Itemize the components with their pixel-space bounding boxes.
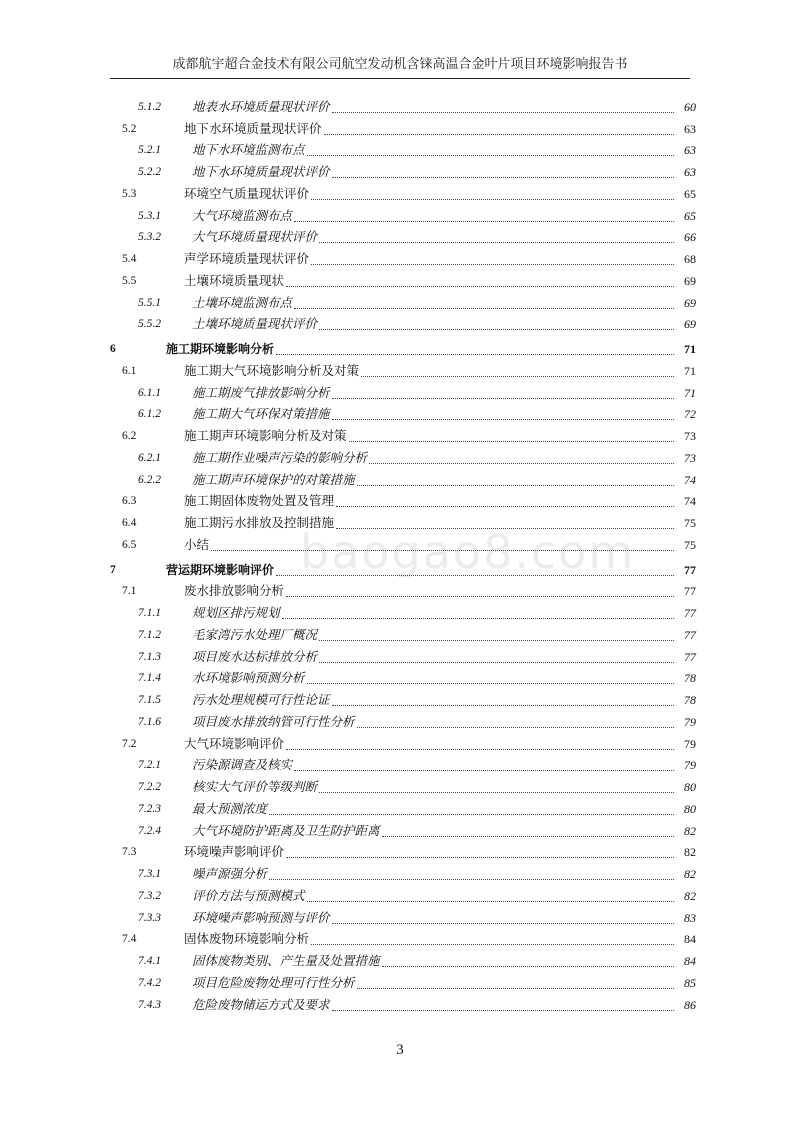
toc-entry-number: 6 [110,343,116,356]
toc-entry-number: 7.2.3 [138,802,161,815]
toc-entry[interactable] [110,140,696,162]
toc-entry-title: 施工期固体废物处置及管理 [184,493,335,509]
toc-entry-page: 78 [684,671,696,686]
header-title: 成都航宇超合金技术有限公司航空发动机含铼高温合金叶片项目环境影响报告书 [172,57,628,72]
toc-entry-number: 6.5 [122,538,137,551]
toc-entry-title: 大气环境防护距离及卫生防护距离 [192,822,380,838]
toc-entry-title: 固体废物类别、产生量及处置措施 [192,953,380,969]
toc-entry[interactable] [110,292,696,314]
toc-entry-page: 74 [684,494,696,509]
toc-entry[interactable] [110,994,696,1016]
toc-entry-page: 77 [684,584,696,599]
toc-leader-dots [349,441,674,442]
toc-leader-dots [332,112,674,113]
toc-entry-page: 82 [684,867,696,882]
toc-leader-dots [324,134,674,135]
toc-entry-page: 69 [684,317,696,332]
document-header [110,56,690,79]
toc-entry-number: 7.1.2 [138,628,161,641]
toc-entry-page: 74 [684,472,696,487]
toc-entry[interactable] [110,183,696,205]
toc-entry-title: 水环境影响预测分析 [192,670,305,686]
toc-entry-page: 79 [684,758,696,773]
toc-entry-title: 废水排放影响分析 [184,583,285,599]
toc-entry[interactable] [110,161,696,183]
toc-entry-page: 63 [684,121,696,136]
toc-entry[interactable] [110,559,696,581]
toc-entry[interactable] [110,360,696,382]
toc-entry[interactable] [110,885,696,907]
toc-leader-dots [294,221,674,222]
toc-entry-title: 土壤环境质量现状 [184,272,285,288]
toc-entry-number: 7.1 [122,585,137,598]
toc-entry[interactable] [110,929,696,951]
toc-entry-title: 规划区排污规划 [192,605,280,621]
toc-entry-number: 7.2.1 [138,759,161,772]
toc-entry[interactable] [110,469,696,491]
toc-entry[interactable] [110,733,696,755]
toc-entry-title: 土壤环境监测布点 [192,294,293,310]
toc-entry-page: 69 [684,273,696,288]
toc-leader-dots [311,264,674,265]
toc-leader-dots [294,770,674,771]
toc-entry-title: 毛家湾污水处理厂概况 [192,626,318,642]
toc-entry-page: 75 [684,516,696,531]
toc-entry-title: 项目废水达标排放分析 [192,648,318,664]
toc-entry[interactable] [110,491,696,513]
toc-entry-page: 77 [684,627,696,642]
toc-entry-title: 小结 [184,536,210,552]
toc-entry-title: 危险废物储运方式及要求 [192,996,330,1012]
toc-entry-page: 73 [684,450,696,465]
toc-entry-page: 84 [684,932,696,947]
toc-entry[interactable] [110,338,696,360]
toc-entry[interactable] [110,205,696,227]
toc-entry-title: 施工期大气环境影响分析及对策 [184,362,360,378]
toc-leader-dots [211,550,674,551]
toc-entry-page: 79 [684,736,696,751]
toc-entry-page: 65 [684,186,696,201]
toc-entry-title: 评价方法与预测模式 [192,887,305,903]
toc-entry[interactable] [110,863,696,885]
toc-entry-number: 6.1.2 [138,408,161,421]
toc-leader-dots [276,575,674,576]
toc-entry-number: 5.3 [122,187,137,200]
toc-entry-number: 6.3 [122,495,137,508]
toc-entry-title: 项目危险废物处理可行性分析 [192,974,355,990]
toc-entry[interactable] [110,907,696,929]
toc-entry-title: 营运期环境影响评价 [166,562,275,577]
toc-entry-title: 地下水环境质量现状评价 [184,120,322,136]
toc-entry-number: 5.2.2 [138,166,161,179]
toc-entry-number: 5.5.2 [138,318,161,331]
toc-entry-title: 地表水环境质量现状评价 [192,98,330,114]
toc-leader-dots [319,662,674,663]
toc-entry-number: 7 [110,563,116,576]
toc-entry-number: 7.4 [122,933,137,946]
toc-entry-title: 施工期废气排放影响分析 [192,384,330,400]
toc-entry[interactable] [110,96,696,118]
toc-leader-dots [307,901,674,902]
toc-entry[interactable] [110,270,696,292]
toc-leader-dots [307,155,674,156]
toc-entry-page: 78 [684,693,696,708]
toc-leader-dots [286,596,674,597]
toc-entry-title: 固体废物环境影响分析 [184,931,310,947]
toc-entry-number: 7.3.1 [138,868,161,881]
toc-leader-dots [286,857,674,858]
toc-entry[interactable] [110,842,696,864]
toc-entry-number: 5.2 [122,122,137,135]
toc-entry[interactable] [110,118,696,140]
toc-entry-number: 6.2.1 [138,451,161,464]
toc-entry-number: 7.3.2 [138,889,161,902]
toc-entry-title: 施工期声环境保护的对策措施 [192,471,355,487]
toc-entry-page: 82 [684,845,696,860]
toc-entry[interactable] [110,314,696,336]
toc-entry-number: 6.4 [122,517,137,530]
toc-entry-number: 5.4 [122,253,137,266]
toc-leader-dots [357,988,674,989]
toc-entry-page: 65 [684,208,696,223]
toc-entry-page: 84 [684,954,696,969]
toc-entry-number: 7.1.4 [138,672,161,685]
toc-entry-title: 大气环境监测布点 [192,207,293,223]
toc-entry-title: 土壤环境质量现状评价 [192,316,318,332]
toc-entry[interactable] [110,711,696,733]
toc-entry-page: 80 [684,801,696,816]
toc-entry[interactable] [110,668,696,690]
toc-entry-number: 5.2.1 [138,144,161,157]
toc-leader-dots [319,792,674,793]
toc-entry-page: 63 [684,165,696,180]
toc-entry-title: 施工期作业噪声污染的影响分析 [192,449,368,465]
toc-leader-dots [332,1010,674,1011]
toc-entry-title: 施工期声环境影响分析及对策 [184,428,347,444]
toc-leader-dots [332,923,674,924]
toc-entry-title: 环境噪声影响评价 [184,844,285,860]
toc-leader-dots [282,618,674,619]
toc-entry-page: 77 [684,649,696,664]
toc-entry[interactable] [110,404,696,426]
toc-entry-number: 7.1.1 [138,607,161,620]
toc-leader-dots [361,376,674,377]
toc-entry-page: 80 [684,780,696,795]
toc-entry-number: 6.2.2 [138,473,161,486]
toc-entry-title: 声学环境质量现状评价 [184,251,310,267]
toc-entry-page: 83 [684,910,696,925]
toc-entry-number: 7.1.5 [138,694,161,707]
toc-entry-page: 71 [684,385,696,400]
toc-leader-dots [332,177,674,178]
toc-leader-dots [357,485,674,486]
toc-leader-dots [336,528,674,529]
toc-entry-number: 5.3.2 [138,231,161,244]
toc-entry-number: 6.2 [122,430,137,443]
toc-entry[interactable] [110,602,696,624]
toc-leader-dots [311,199,674,200]
toc-leader-dots [269,814,674,815]
toc-entry-title: 项目废水排放纳管可行性分析 [192,713,355,729]
toc-entry-page: 82 [684,823,696,838]
toc-entry[interactable] [110,776,696,798]
toc-entry-number: 7.2.2 [138,781,161,794]
toc-entry[interactable] [110,581,696,603]
toc-entry-page: 77 [684,562,696,577]
toc-entry[interactable] [110,534,696,556]
toc-entry-number: 5.1.2 [138,100,161,113]
toc-entry-number: 5.5 [122,274,137,287]
toc-entry-number: 7.4.3 [138,998,161,1011]
toc-entry-title: 施工期大气环保对策措施 [192,406,330,422]
toc-leader-dots [294,308,674,309]
toc-entry-title: 施工期污水排放及控制措施 [184,515,335,531]
toc-leader-dots [319,242,674,243]
toc-entry[interactable] [110,447,696,469]
toc-entry-title: 大气环境影响评价 [184,735,285,751]
toc-entry-page: 79 [684,714,696,729]
toc-leader-dots [311,944,674,945]
toc-leader-dots [286,749,674,750]
toc-entry-page: 86 [684,997,696,1012]
toc-entry-title: 最大预测浓度 [192,800,268,816]
toc-entry-title: 环境空气质量现状评价 [184,185,310,201]
toc-entry-page: 60 [684,99,696,114]
toc-entry-number: 7.2 [122,737,137,750]
toc-entry[interactable] [110,820,696,842]
toc-entry-page: 73 [684,429,696,444]
toc-entry-title: 地下水环境质量现状评价 [192,164,330,180]
toc-entry[interactable] [110,227,696,249]
toc-entry-page: 75 [684,537,696,552]
toc-entry[interactable] [110,624,696,646]
toc-entry-page: 68 [684,252,696,267]
toc-leader-dots [382,836,674,837]
toc-leader-dots [319,640,674,641]
toc-leader-dots [319,329,674,330]
toc-entry-title: 噪声源强分析 [192,866,268,882]
toc-leader-dots [286,286,674,287]
toc-leader-dots [357,727,674,728]
toc-entry-number: 7.1.3 [138,650,161,663]
toc-entry-page: 66 [684,230,696,245]
toc-entry-title: 污水处理规模可行性论证 [192,692,330,708]
table-of-contents [110,96,696,1016]
toc-entry-title: 环境噪声影响预测与评价 [192,909,330,925]
toc-entry-title: 污染源调查及核实 [192,757,293,773]
toc-leader-dots [336,506,674,507]
toc-entry-page: 77 [684,606,696,621]
toc-entry-number: 7.1.6 [138,715,161,728]
toc-entry-page: 82 [684,888,696,903]
toc-entry-number: 6.1.1 [138,386,161,399]
toc-entry-title: 施工期环境影响分析 [166,342,275,357]
toc-leader-dots [332,398,674,399]
toc-entry-page: 71 [684,342,696,357]
toc-entry-title: 大气环境质量现状评价 [192,229,318,245]
page-number: 3 [396,1042,404,1058]
toc-leader-dots [369,463,674,464]
toc-entry[interactable] [110,512,696,534]
toc-entry-page: 85 [684,975,696,990]
toc-entry-page: 71 [684,363,696,378]
toc-entry[interactable] [110,972,696,994]
toc-entry[interactable] [110,646,696,668]
toc-entry[interactable] [110,425,696,447]
toc-entry-page: 69 [684,295,696,310]
toc-entry-page: 72 [684,407,696,422]
toc-entry[interactable] [110,382,696,404]
watermark: baogao8.com [300,525,636,579]
toc-leader-dots [332,705,674,706]
toc-leader-dots [307,683,674,684]
toc-entry[interactable] [110,798,696,820]
toc-entry[interactable] [110,755,696,777]
toc-leader-dots [382,966,674,967]
toc-entry[interactable] [110,950,696,972]
toc-entry[interactable] [110,689,696,711]
toc-entry-number: 7.3.3 [138,911,161,924]
toc-entry-title: 核实大气评价等级判断 [192,779,318,795]
toc-entry-number: 5.5.1 [138,296,161,309]
toc-entry-number: 7.4.1 [138,955,161,968]
toc-leader-dots [276,354,674,355]
toc-leader-dots [269,879,674,880]
toc-leader-dots [332,419,674,420]
toc-entry-title: 地下水环境监测布点 [192,142,305,158]
toc-entry-number: 7.3 [122,846,137,859]
toc-entry[interactable] [110,248,696,270]
toc-entry-number: 6.1 [122,364,137,377]
toc-entry-number: 7.2.4 [138,824,161,837]
toc-entry-page: 63 [684,143,696,158]
toc-entry-number: 5.3.1 [138,209,161,222]
toc-entry-number: 7.4.2 [138,976,161,989]
